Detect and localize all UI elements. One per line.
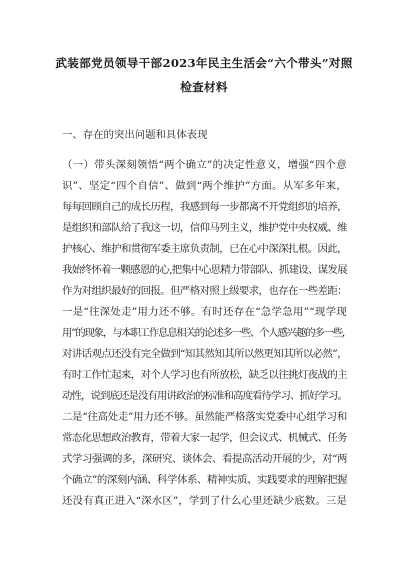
body-line-8: 一是“往深处走”用力还不够。有时还存在“急学急用”“现学现 bbox=[62, 306, 347, 318]
body-line-4: 是组织和部队给了我这一切，信仰马列主义，维护党中央权威、维 bbox=[62, 222, 347, 234]
body-line-2: 识”、坚定“四个自信”、做到“两个维护”方面。从军多年来， bbox=[62, 180, 347, 192]
body-line-13: 二是“往高处走”用力还不够。虽然能严格落实党委中心组学习和 bbox=[62, 411, 347, 423]
body-line-9: 用”的现象，与本职工作息息相关的论述多一些、个人感兴趣的多一些， bbox=[62, 327, 352, 339]
body-line-16: 个确立”的深刻内涵、科学体系、精神实质、实践要求的理解把握 bbox=[62, 474, 347, 486]
body-line-15: 式学习强调的多，深研究、谈体会、看提高活动开展的少，对“两 bbox=[62, 453, 347, 465]
body-line-11: 有时工作忙起来，对个人学习也有所放松，缺乏以往挑灯夜战的主 bbox=[62, 369, 347, 381]
document-title-line-1: 武装部党员领导干部2023年民主生活会“六个带头”对照 bbox=[55, 56, 353, 70]
body-line-6: 我始终怀着一颗感恩的心,把集中心思精力带部队、抓建设、谋发展 bbox=[62, 264, 347, 276]
document-title-line-2: 检查材料 bbox=[180, 80, 228, 94]
body-line-17: 还没有真正进入“深水区”，学到了什么心里还缺少底数。三是 bbox=[62, 495, 347, 507]
section-heading: 一、存在的突出问题和具体表现 bbox=[62, 129, 208, 141]
body-line-7: 作为对组织最好的回报。但严格对照上级要求，也存在一些差距： bbox=[62, 285, 347, 297]
body-line-10: 对讲话观点还没有完全做到“知其然知其所以然更知其所以必然”， bbox=[62, 348, 347, 360]
body-line-14: 常态化思想政治教育，带着大家一起学，但会议式、机械式、任务 bbox=[62, 432, 347, 444]
body-line-5: 护核心、维护和贯彻军委主席负责制，已在心中深深扎根。因此， bbox=[62, 243, 347, 255]
body-line-3: 每每回顾自己的成长历程，我感到每一步都离不开党组织的培养， bbox=[62, 201, 347, 213]
body-line-1: （一）带头深刻领悟“两个确立”的决定性意义，增强“四个意 bbox=[62, 159, 347, 171]
body-line-12: 动性，说到底还是没有用讲政治的标准和高度看待学习、抓好学习。 bbox=[62, 390, 347, 402]
